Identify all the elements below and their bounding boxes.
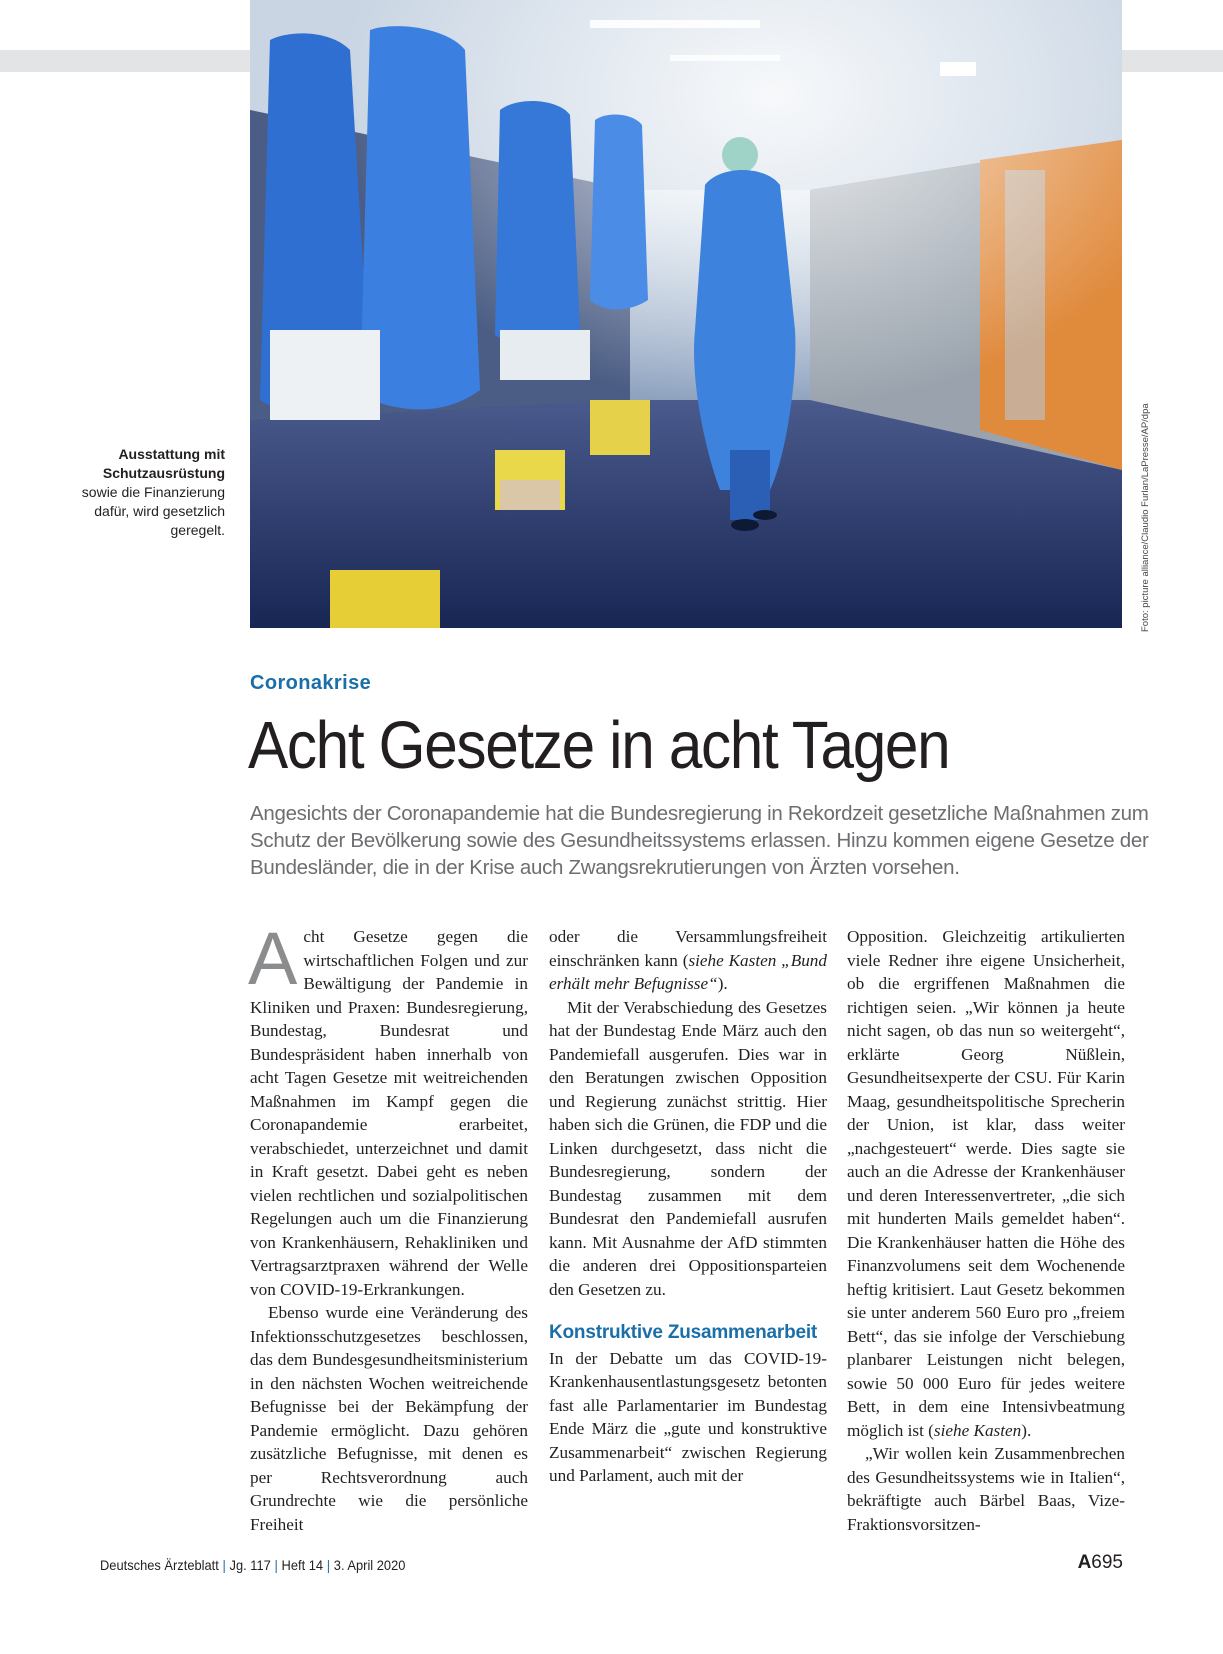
body-paragraph-6: „Wir wollen kein Zusammenbrechen des Gesundheitssystems wie in Italien“, bekräftigte auch Bärbel Baas, Vize-Fraktionsvorsitzen-: [847, 1444, 1125, 1534]
photo-credit: Foto: picture alliance/Claudio Furlan/LaPresse/AP/dpa: [1140, 403, 1151, 632]
footer-separator: |: [326, 1557, 331, 1573]
article-column-3: [847, 925, 1125, 1536]
body-paragraph-1-text: cht Gesetze gegen die wirtschaftlichen Folgen und zur Bewältigung der Pandemie in Kliniken und Praxen: Bundesregierung, Bundestag, Bundesrat und Bundespräsident haben innerhalb von acht Tagen Gesetze mit weitreichenden Maßnahmen im Kampf gegen die Coronapandemie erarbeitet, verabschiedet, unterzeichnet und damit in Kraft gesetzt. Dabei geht es neben vielen rechtlichen und sozialpolitischen Regelungen auch um die Finanzierung von Krankenhäusern, Rehakliniken und Vertragsarztpraxen während der Welle von COVID-19-Erkrankungen.: [250, 927, 528, 1299]
article-column-1: [248, 917, 528, 1536]
publication-date: 3. April 2020: [333, 1557, 406, 1573]
journal-issue: Heft 14: [281, 1557, 324, 1573]
body-paragraph-3: [549, 925, 827, 996]
kicker: Coronakrise: [250, 672, 372, 694]
box-reference-kasten: siehe Kasten: [933, 1420, 1022, 1440]
body-paragraph-5-continued: [847, 925, 1125, 1442]
top-band-left: [0, 50, 250, 72]
page-number-value: 695: [1091, 1552, 1123, 1573]
journal-name: Deutsches Ärzteblatt: [100, 1557, 219, 1573]
body-paragraph-3-text: oder die Versammlungsfreiheit einschränken kann (: [549, 927, 827, 970]
photo-caption-text: sowie die Finanzierung dafür, wird gesetzlich geregelt.: [81, 484, 225, 538]
hospital-corridor-photo: [250, 0, 1122, 628]
page-number-prefix: A: [1077, 1552, 1092, 1573]
lead-paragraph: Angesichts der Coronapandemie hat die Bundesregierung in Rekordzeit gesetzliche Maßnahmen zum Schutz der Bevölkerung sowie des Gesundheitssystems erlassen. Hinzu kommen eigene Gesetze der Bundesländer, die in der Krise auch Zwangsrekrutierungen von Ärzten vorsehen.: [250, 802, 1149, 879]
body-paragraph-5-continued-text: Opposition. Gleichzeitig artikulierten viele Redner ihre eigene Unsicherheit, ob die ergriffenen Maßnahmen die richtigen seien. „Wir können ja heute nicht sagen, ob das nun so weitergeht“, erklärte Georg Nüßlein, Gesundheitsexperte der CSU. Für Karin Maag, gesundheitspolitische Sprecherin der Union, ist klar, dass weiter „nachgesteuert“ werde. Dies sagte sie auch an die Adresse der Krankenhäuser und deren Interessenvertreter, „die sich mit hunderten Mails gemeldet haben“. Die Krankenhäuser hatten die Höhe des Finanzvolumens seit dem Wochenende heftig kritisiert. Laut Gesetz bekommen sie unter anderem 560 Euro pro „freiem Bett“, das sie infolge der Verschiebung planbarer Leistungen nicht belegen, sowie 50 000 Euro für jedes weitere Bett, in dem eine Intensivbeatmung möglich ist (: [847, 927, 1125, 1440]
body-paragraph-1: [248, 917, 528, 1301]
photo-caption: [60, 445, 225, 540]
subheading: Konstruktive Zusammenarbeit: [549, 1322, 818, 1343]
body-paragraph-5: [549, 1347, 827, 1488]
article-column-2: [549, 925, 827, 1488]
body-paragraph-3-end: ).: [717, 974, 728, 993]
footer-separator: |: [274, 1557, 278, 1573]
headline: Acht Gesetze in acht Tagen: [248, 708, 950, 783]
body-paragraph-4: Mit der Verabschiedung des Gesetzes hat der Bundestag Ende März auch den Pandemiefall ausgerufen. Dies war in den Beratungen zwischen Opposition und Regierung zunächst strittig. Hier haben sich die Grünen, die FDP und die Linken durchgesetzt, dass nicht die Bundesregierung, sondern der Bundestag zusammen mit dem Bundesrat den Pandemiefall ausrufen kann. Mit Ausnahme der AfD stimmten die anderen drei Oppositionsparteien den Gesetzen zu.: [549, 997, 827, 1299]
journal-volume: Jg. 117: [229, 1557, 271, 1573]
drop-cap: A: [248, 917, 298, 1000]
hospital-corridor-illustration: [250, 0, 1122, 628]
photo-caption-bold: Ausstattung mit Schutzausrüstung: [102, 446, 225, 481]
page-footer: [100, 1557, 405, 1573]
body-paragraph-5-end: ).: [1021, 1420, 1032, 1440]
body-paragraph-2: Ebenso wurde eine Veränderung des Infektionsschutzgesetzes beschlossen, das dem Bundesgesundheitsministerium in den nächsten Wochen weitreichende Befugnisse bei der Bekämpfung der Pandemie ermöglicht. Dazu gehören zusätzliche Befugnisse, mit denen es per Rechtsverordnung auch Grundrechte wie die persönliche Freiheit: [250, 1303, 528, 1534]
box-reference-befugnisse: siehe Kasten „Bund erhält mehr Befugnisse“: [549, 950, 827, 993]
top-band-right: [1122, 50, 1223, 72]
footer-separator: |: [222, 1557, 226, 1573]
page-number: [1078, 1552, 1123, 1574]
body-paragraph-5-text: In der Debatte um das COVID-19-Krankenhausentlastungsgesetz betonten fast alle Parlamentarier im Bundestag Ende März die „gute und konstruktive Zusammenarbeit“ zwischen Regierung und Parlament, auch mit der: [549, 1348, 827, 1485]
